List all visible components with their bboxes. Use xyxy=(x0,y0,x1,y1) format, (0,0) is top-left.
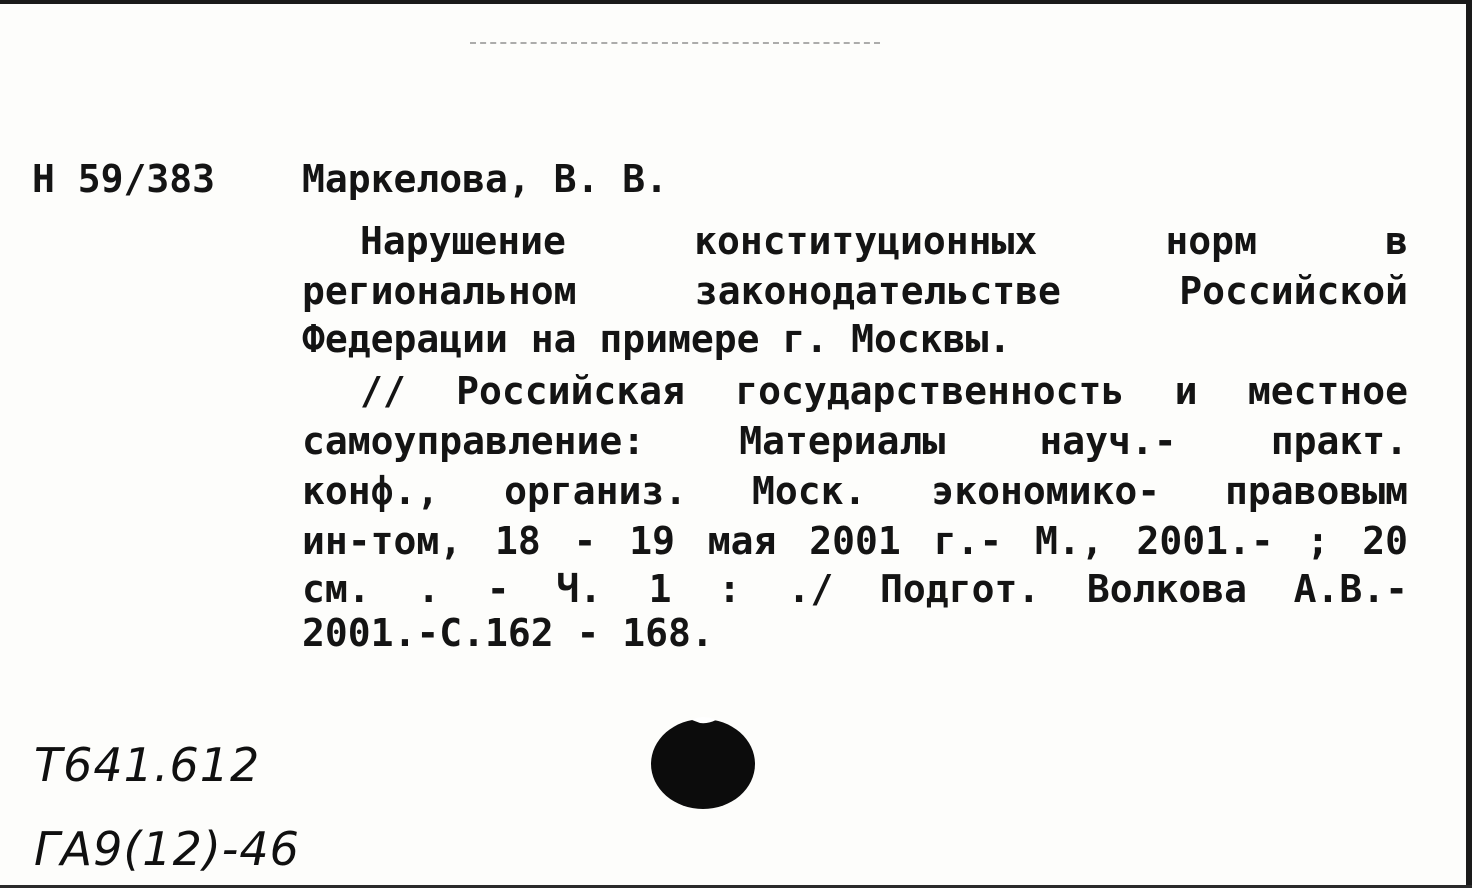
title-line: Федерации на примере г. Москвы. xyxy=(302,317,1012,361)
shelf-mark: Н 59/383 xyxy=(32,157,216,201)
source-line: // Российская государственность и местное xyxy=(360,369,1408,413)
source-line: ин-том, 18 - 19 мая 2001 г.- М., 2001.- ; 20 xyxy=(302,519,1408,563)
top-dashed-line xyxy=(470,42,880,44)
source-line: см. . - Ч. 1 : ./ Подгот. Волкова А.В.- xyxy=(302,567,1408,611)
author-name: Маркелова, В. В. xyxy=(302,157,669,201)
title-line: региональном законодательстве Российской xyxy=(302,269,1408,313)
punch-hole-icon xyxy=(650,714,756,810)
source-line: 2001.-С.162 - 168. xyxy=(302,611,714,655)
source-line: конф., организ. Моск. экономико- правовым xyxy=(302,469,1408,513)
title-line: Нарушение конституционных норм в xyxy=(360,219,1408,263)
handwritten-classification-2: ГА9(12)-46 xyxy=(34,822,300,876)
source-line: самоуправление: Материалы науч.- практ. xyxy=(302,419,1408,463)
card-top-edge xyxy=(0,0,1472,4)
card-right-edge xyxy=(1466,0,1472,888)
handwritten-classification-1: Т641.612 xyxy=(34,738,261,792)
